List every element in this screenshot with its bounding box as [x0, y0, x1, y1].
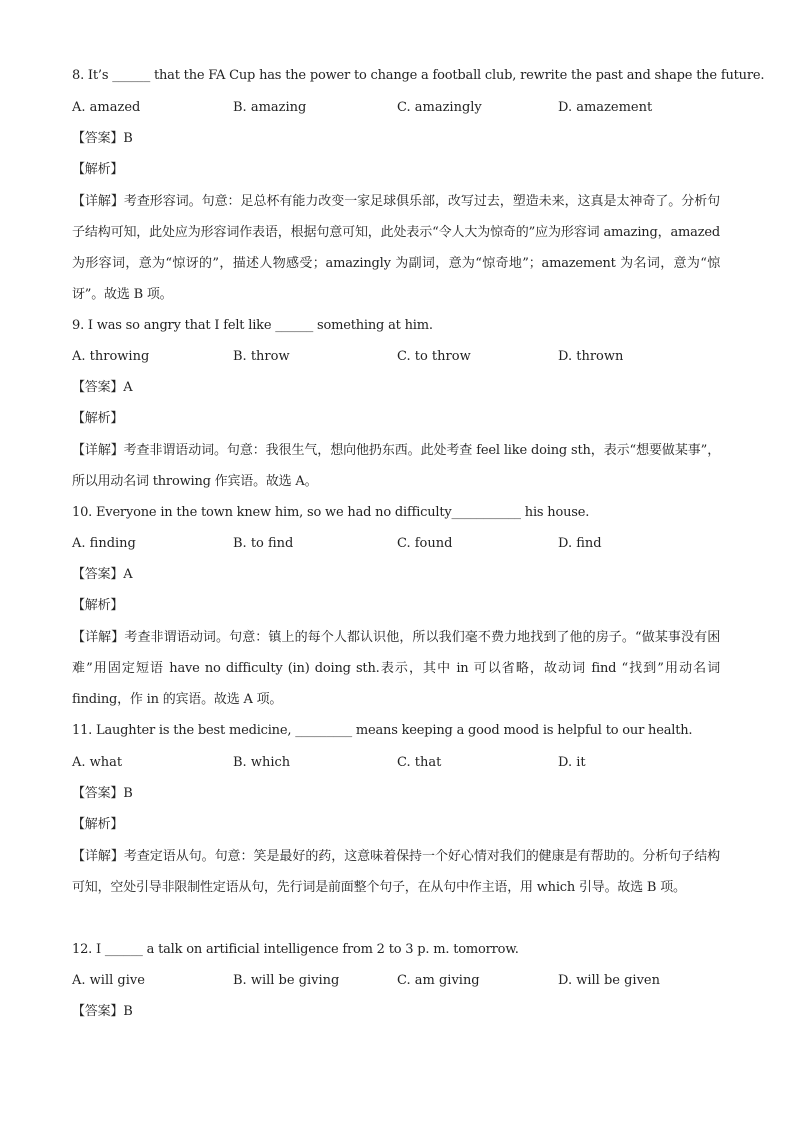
- question-11-detail: 【详解】考查定语从句。句意：笑是最好的药，这意味着保持一个好心情对我们的健康是有帮助的。分析句子结构可知，空处引导非限制性定语从句，先行词是前面整个句子，在从句中作主语，用 which 引导。故选 B 项。: [72, 849, 720, 895]
- question-10-analysis-heading: 【解析】: [72, 598, 124, 613]
- option-c: C. to throw: [397, 349, 471, 364]
- option-d: D. thrown: [558, 349, 624, 364]
- option-c: C. found: [397, 536, 453, 551]
- option-c: C. am giving: [397, 973, 480, 988]
- question-12-stem: 12. I ______ a talk on artificial intelligence from 2 to 3 p. m. tomorrow.: [72, 942, 519, 957]
- question-8-detail: 【详解】考查形容词。句意：足总杯有能力改变一家足球俱乐部，改写过去，塑造未来，这真是太神奇了。分析句子结构可知，此处应为形容词作表语，根据句意可知，此处表示“令人大为惊奇的”应为形容词 amazing，amazed 为形容词，意为“惊讶的”，描述人物感受；amazingly 为副词，意为“惊奇地”；amazement 为名词，意为“惊讶”。故选 B 项。: [72, 194, 720, 302]
- question-11-stem: 11. Laughter is the best medicine, _________ means keeping a good mood is helpful to our health.: [72, 723, 693, 738]
- question-8-options: [72, 99, 722, 117]
- question-10-options: [72, 535, 722, 553]
- question-11-options: [72, 754, 722, 772]
- question-11-answer: 【答案】B: [72, 786, 133, 801]
- question-9-detail: 【详解】考查非谓语动词。句意：我很生气，想向他扔东西。此处考查 feel like doing sth，表示“想要做某事”，所以用动名词 throwing 作宾语。故选 A。: [72, 443, 720, 489]
- question-9-stem: 9. I was so angry that I felt like ______ something at him.: [72, 318, 433, 333]
- question-8-answer: 【答案】B: [72, 131, 133, 146]
- option-d: D. it: [558, 755, 586, 770]
- option-a: A. what: [72, 755, 123, 770]
- question-8-analysis-heading: 【解析】: [72, 162, 124, 177]
- question-9-answer: 【答案】A: [72, 380, 133, 395]
- question-12-options: [72, 972, 722, 990]
- option-c: C. that: [397, 755, 442, 770]
- question-10-stem: 10. Everyone in the town knew him, so we had no difficulty___________ his house.: [72, 505, 590, 520]
- question-10-answer: 【答案】A: [72, 567, 133, 582]
- option-a: A. amazed: [72, 100, 141, 115]
- question-11-analysis-heading: 【解析】: [72, 817, 124, 832]
- option-d: D. amazement: [558, 100, 653, 115]
- option-c: C. amazingly: [397, 100, 482, 115]
- option-b: B. will be giving: [233, 973, 340, 988]
- option-a: A. finding: [72, 536, 136, 551]
- question-12-answer: 【答案】B: [72, 1004, 133, 1019]
- option-d: D. will be given: [558, 973, 660, 988]
- option-b: B. which: [233, 755, 291, 770]
- option-b: B. throw: [233, 349, 290, 364]
- question-9-options: [72, 348, 722, 366]
- option-a: A. will give: [72, 973, 145, 988]
- option-b: B. to find: [233, 536, 294, 551]
- question-10-detail: 【详解】考查非谓语动词。句意：镇上的每个人都认识他，所以我们毫不费力地找到了他的房子。“做某事没有困难”用固定短语 have no difficulty (in) doing sth.表示，其中 in 可以省略，故动词 find “找到”用动名词 finding，作 in 的宾语。故选 A 项。: [72, 630, 720, 707]
- question-9-analysis-heading: 【解析】: [72, 411, 124, 426]
- option-b: B. amazing: [233, 100, 307, 115]
- question-8-stem: 8. It’s ______ that the FA Cup has the power to change a football club, rewrite the past and shape the future.: [72, 68, 765, 83]
- option-a: A. throwing: [72, 349, 150, 364]
- option-d: D. find: [558, 536, 602, 551]
